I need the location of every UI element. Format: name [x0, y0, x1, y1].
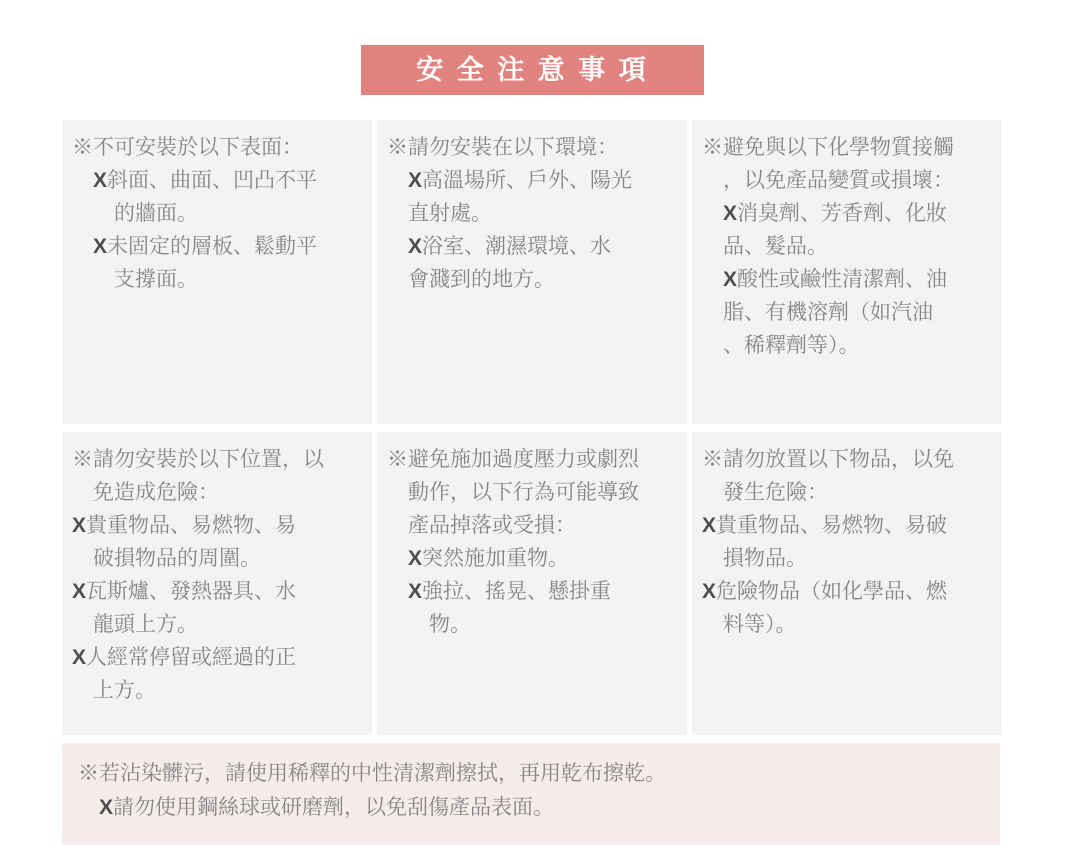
text-line: ※避免施加過度壓力或劇烈 — [387, 448, 639, 471]
x-mark-icon: X — [723, 268, 738, 291]
text-line: X貴重物品、易燃物、易 — [72, 514, 297, 537]
text-line: X瓦斯爐、發熱器具、水 — [72, 580, 297, 603]
text-line: 的牆面。 — [72, 202, 198, 225]
text-line: X人經常停留或經過的正 — [72, 646, 297, 669]
text-line: 、稀釋劑等）。 — [702, 334, 860, 357]
text-line: 物。 — [387, 613, 471, 636]
text-line: ※若沾染髒污，請使用稀釋的中性清潔劑擦拭，再用乾布擦乾。 — [78, 762, 666, 785]
text-line: 損物品。 — [702, 547, 807, 570]
x-mark-icon: X — [93, 169, 108, 192]
text-line: X消臭劑、芳香劑、化妝 — [723, 202, 948, 225]
warning-box-external-force — [377, 432, 687, 735]
warning-box-chemical-contact — [692, 120, 1002, 424]
text-line: 料等）。 — [702, 613, 797, 636]
text-line: ，以免產品變質或損壞： — [702, 169, 954, 192]
text-line: ※請勿安裝在以下環境： — [387, 136, 618, 159]
x-mark-icon: X — [702, 580, 717, 603]
text-line: 品、髮品。 — [702, 235, 828, 258]
text-line: ※請勿放置以下物品，以免 — [702, 448, 954, 471]
text-line: 免造成危險： — [72, 481, 219, 504]
text-line: 動作，以下行為可能導致 — [387, 481, 639, 504]
x-mark-icon: X — [408, 235, 423, 258]
text-line: X酸性或鹼性清潔劑、油 — [723, 268, 948, 291]
text-line: 支撐面。 — [72, 268, 198, 291]
text-line: X危險物品（如化學品、燃 — [702, 580, 948, 603]
text-line: X浴室、潮濕環境、水 — [408, 235, 612, 258]
text-line: ※不可安裝於以下表面： — [72, 136, 303, 159]
text-line: 龍頭上方。 — [72, 613, 198, 636]
warning-grid — [62, 120, 1002, 735]
text-line: X貴重物品、易燃物、易破 — [702, 514, 948, 537]
text-line: 會濺到的地方。 — [387, 268, 555, 291]
text-line: X強拉、搖晃、懸掛重 — [408, 580, 612, 603]
x-mark-icon: X — [72, 514, 87, 537]
text-line: 直射處。 — [387, 202, 492, 225]
page-title-banner — [361, 45, 704, 95]
x-mark-icon: X — [93, 235, 108, 258]
text-line: X請勿使用鋼絲球或研磨劑，以免刮傷產品表面。 — [99, 796, 555, 819]
text-line: X突然施加重物。 — [408, 547, 570, 570]
x-mark-icon: X — [408, 169, 423, 192]
x-mark-icon: X — [99, 796, 114, 819]
text-line: X未固定的層板、鬆動平 — [93, 235, 318, 258]
cleaning-note — [62, 743, 1000, 845]
text-line: 上方。 — [72, 679, 156, 702]
x-mark-icon: X — [408, 580, 423, 603]
text-line: 產品掉落或受損： — [387, 514, 576, 537]
x-mark-icon: X — [72, 580, 87, 603]
warning-box-placed-items — [692, 432, 1002, 735]
x-mark-icon: X — [72, 646, 87, 669]
warning-box-install-location — [62, 432, 372, 735]
text-line: 脂、有機溶劑（如汽油 — [702, 301, 933, 324]
text-line: 破損物品的周圍。 — [72, 547, 261, 570]
x-mark-icon: X — [702, 514, 717, 537]
x-mark-icon: X — [723, 202, 738, 225]
warning-box-install-environment — [377, 120, 687, 424]
warning-box-install-surface — [62, 120, 372, 424]
text-line: ※避免與以下化學物質接觸 — [702, 136, 954, 159]
text-line: 發生危險： — [702, 481, 828, 504]
x-mark-icon: X — [408, 547, 423, 570]
page-title: 安 全 注 意 事 項 — [416, 55, 649, 85]
text-line: X斜面、曲面、凹凸不平 — [93, 169, 318, 192]
text-line: X高溫場所、戶外、陽光 — [408, 169, 633, 192]
text-line: ※請勿安裝於以下位置，以 — [72, 448, 324, 471]
